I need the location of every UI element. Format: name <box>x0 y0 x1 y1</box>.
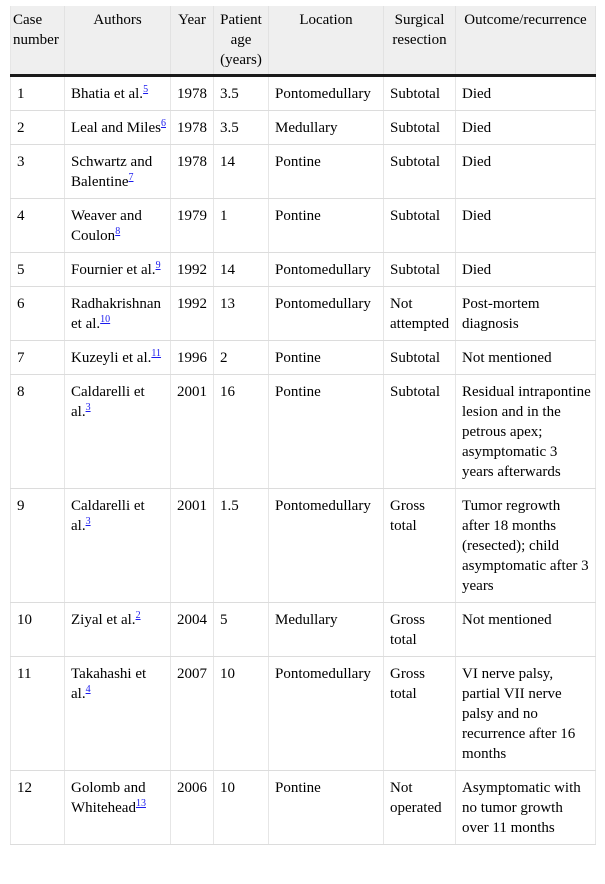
header-outcome: Outcome/recurrence <box>456 6 596 76</box>
cell-outcome: Residual intrapontine lesion and in the petrous apex; asymptomatic 3 years afterwards <box>456 375 596 489</box>
author-name: Golomb and Whitehead <box>71 780 146 816</box>
cell-authors <box>65 603 171 657</box>
table-row <box>11 375 596 489</box>
table-row <box>11 76 596 111</box>
cell-outcome: Died <box>456 199 596 253</box>
cell-outcome: Died <box>456 253 596 287</box>
table-container <box>10 6 595 845</box>
cell-surgical-resection: Gross total <box>384 657 456 771</box>
table-row <box>11 111 596 145</box>
author-name: Weaver and Coulon <box>71 208 142 244</box>
author-name: Caldarelli et al. <box>71 384 145 420</box>
reference-link[interactable]: 2 <box>135 610 141 621</box>
header-patient-age: Patient age (years) <box>214 6 269 76</box>
cell-year: 1992 <box>171 287 214 341</box>
author-name: Caldarelli et al. <box>71 498 145 534</box>
cell-patient-age: 5 <box>214 603 269 657</box>
cell-location: Pontine <box>269 341 384 375</box>
cell-patient-age: 3.5 <box>214 76 269 111</box>
cell-authors <box>65 489 171 603</box>
cell-location: Pontomedullary <box>269 253 384 287</box>
cell-case-number: 11 <box>11 657 65 771</box>
header-row <box>11 6 596 76</box>
cell-surgical-resection: Not operated <box>384 771 456 845</box>
cell-year: 1978 <box>171 145 214 199</box>
cell-outcome: Died <box>456 76 596 111</box>
cell-authors <box>65 253 171 287</box>
cell-location: Pontine <box>269 771 384 845</box>
cell-case-number: 4 <box>11 199 65 253</box>
table-row <box>11 287 596 341</box>
author-name: Ziyal et al. <box>71 612 136 628</box>
cell-year: 2004 <box>171 603 214 657</box>
cell-surgical-resection: Subtotal <box>384 76 456 111</box>
reference-link[interactable]: 3 <box>85 402 91 413</box>
cell-location: Medullary <box>269 111 384 145</box>
header-surgical-resection: Surgical resection <box>384 6 456 76</box>
header-authors: Authors <box>65 6 171 76</box>
cell-year: 2001 <box>171 375 214 489</box>
table-row <box>11 253 596 287</box>
reference-link[interactable]: 9 <box>155 260 161 271</box>
cell-year: 1996 <box>171 341 214 375</box>
reference-link[interactable]: 11 <box>151 348 162 359</box>
table-row <box>11 771 596 845</box>
header-case-number: Case number <box>11 6 65 76</box>
cell-year: 1978 <box>171 76 214 111</box>
cell-case-number: 1 <box>11 76 65 111</box>
cell-case-number: 9 <box>11 489 65 603</box>
author-name: Bhatia et al. <box>71 86 144 102</box>
cell-surgical-resection: Subtotal <box>384 111 456 145</box>
cell-outcome: Died <box>456 145 596 199</box>
cell-surgical-resection: Subtotal <box>384 199 456 253</box>
cell-year: 2001 <box>171 489 214 603</box>
table-body <box>11 76 596 845</box>
cell-year: 1979 <box>171 199 214 253</box>
cell-surgical-resection: Subtotal <box>384 341 456 375</box>
cell-location: Pontomedullary <box>269 287 384 341</box>
author-name: Fournier et al. <box>71 262 156 278</box>
cell-surgical-resection: Subtotal <box>384 375 456 489</box>
author-name: Takahashi et al. <box>71 666 147 702</box>
reference-link[interactable]: 3 <box>85 516 91 527</box>
cell-patient-age: 13 <box>214 287 269 341</box>
cell-outcome: Post-mortem diagnosis <box>456 287 596 341</box>
author-name: Kuzeyli et al. <box>71 350 152 366</box>
cell-case-number: 7 <box>11 341 65 375</box>
cell-location: Pontomedullary <box>269 489 384 603</box>
reference-link[interactable]: 10 <box>100 314 111 325</box>
reference-link[interactable]: 4 <box>85 684 91 695</box>
cell-outcome: Asymptomatic with no tumor growth over 11 months <box>456 771 596 845</box>
cell-patient-age: 2 <box>214 341 269 375</box>
cell-outcome: Tumor regrowth after 18 months (resected); child asymptomatic after 3 years <box>456 489 596 603</box>
author-name: Schwartz and Balentine <box>71 154 153 190</box>
cell-surgical-resection: Subtotal <box>384 253 456 287</box>
header-location: Location <box>269 6 384 76</box>
cell-authors <box>65 341 171 375</box>
cell-case-number: 6 <box>11 287 65 341</box>
cell-location: Pontine <box>269 375 384 489</box>
cell-year: 2007 <box>171 657 214 771</box>
cell-patient-age: 16 <box>214 375 269 489</box>
cell-patient-age: 14 <box>214 145 269 199</box>
table-row <box>11 657 596 771</box>
cell-patient-age: 10 <box>214 657 269 771</box>
table-row <box>11 145 596 199</box>
cell-patient-age: 3.5 <box>214 111 269 145</box>
cell-patient-age: 1.5 <box>214 489 269 603</box>
cell-surgical-resection: Gross total <box>384 603 456 657</box>
cell-location: Pontine <box>269 199 384 253</box>
cell-outcome: Died <box>456 111 596 145</box>
cell-authors <box>65 287 171 341</box>
cell-patient-age: 14 <box>214 253 269 287</box>
cell-authors <box>65 657 171 771</box>
reference-link[interactable]: 7 <box>128 172 134 183</box>
cell-authors <box>65 76 171 111</box>
cell-outcome: VI nerve palsy, partial VII nerve palsy and no recurrence after 16 months <box>456 657 596 771</box>
cell-location: Pontomedullary <box>269 657 384 771</box>
cell-surgical-resection: Subtotal <box>384 145 456 199</box>
case-table <box>10 6 596 845</box>
author-name: Leal and Miles <box>71 120 161 136</box>
reference-link[interactable]: 13 <box>135 798 146 809</box>
cell-authors <box>65 771 171 845</box>
cell-patient-age: 10 <box>214 771 269 845</box>
reference-link[interactable]: 8 <box>115 226 121 237</box>
cell-year: 1992 <box>171 253 214 287</box>
cell-location: Pontine <box>269 145 384 199</box>
cell-surgical-resection: Gross total <box>384 489 456 603</box>
table-row <box>11 603 596 657</box>
cell-year: 2006 <box>171 771 214 845</box>
table-row <box>11 489 596 603</box>
table-row <box>11 341 596 375</box>
cell-surgical-resection: Not attempted <box>384 287 456 341</box>
cell-case-number: 8 <box>11 375 65 489</box>
cell-authors <box>65 199 171 253</box>
cell-case-number: 10 <box>11 603 65 657</box>
cell-patient-age: 1 <box>214 199 269 253</box>
cell-case-number: 3 <box>11 145 65 199</box>
table-row <box>11 199 596 253</box>
cell-case-number: 12 <box>11 771 65 845</box>
cell-location: Pontomedullary <box>269 76 384 111</box>
reference-link[interactable]: 6 <box>160 118 166 129</box>
header-year: Year <box>171 6 214 76</box>
author-name: Radhakrishnan et al. <box>71 296 161 332</box>
reference-link[interactable]: 5 <box>143 84 149 95</box>
cell-case-number: 5 <box>11 253 65 287</box>
cell-authors <box>65 375 171 489</box>
cell-authors <box>65 145 171 199</box>
cell-year: 1978 <box>171 111 214 145</box>
cell-outcome: Not mentioned <box>456 341 596 375</box>
cell-case-number: 2 <box>11 111 65 145</box>
cell-outcome: Not mentioned <box>456 603 596 657</box>
cell-authors <box>65 111 171 145</box>
cell-location: Medullary <box>269 603 384 657</box>
